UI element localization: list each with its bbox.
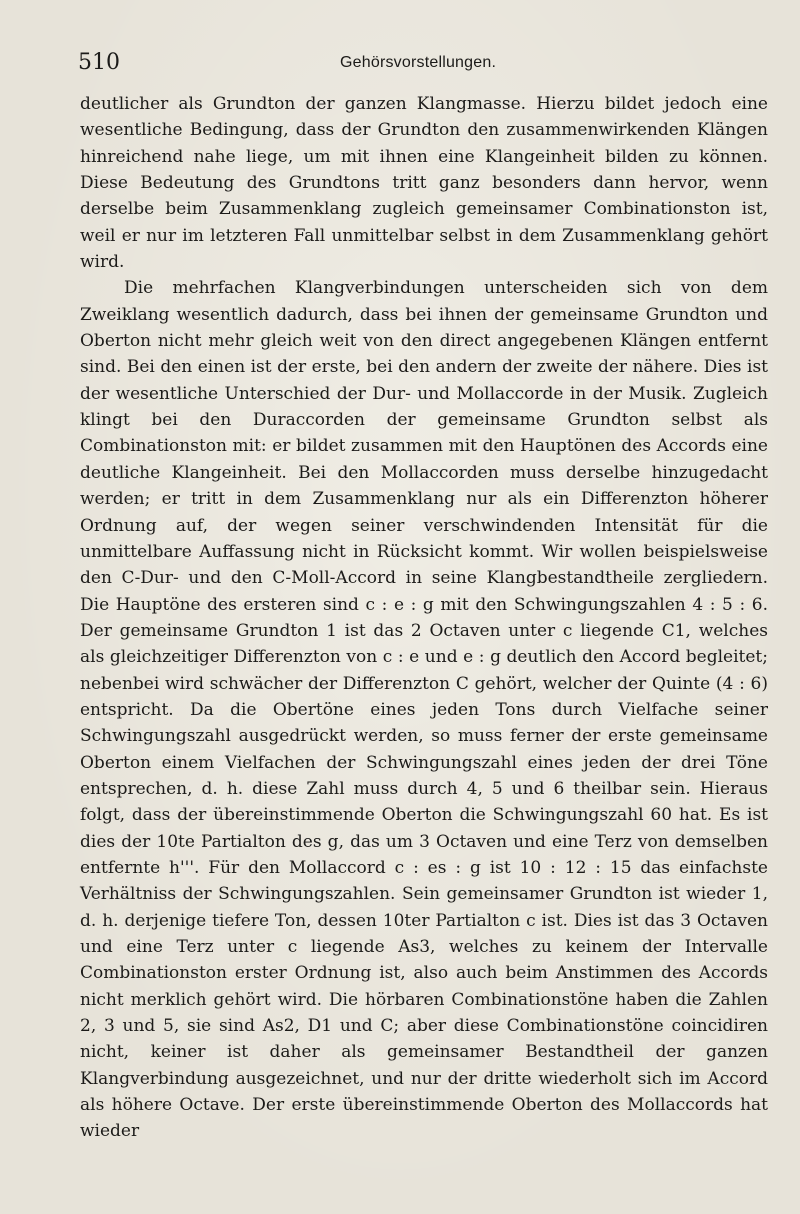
body-text — [80, 91, 768, 1145]
page-number: 510 — [78, 50, 120, 75]
running-title: Gehörsvorstellungen. — [340, 54, 497, 71]
page-header — [78, 50, 762, 80]
paragraph-continued: deutlicher als Grundton der ganzen Klangmasse. Hierzu bildet jedoch eine wesentliche Bedingung, dass der Grundton den zusammenwirkenden Klängen hinreichend nahe liege, um mit ihnen eine Klangeinheit bilden zu können. Diese Bedeutung des Grundtons tritt ganz besonders dann hervor, wenn derselbe beim Zusammenklang zugleich gemeinsamer Combinationston ist, weil er nur im letzteren Fall unmittelbar selbst in dem Zusammenklang gehört wird. — [80, 94, 768, 273]
paragraph-mehrfache-klangverbindungen: Die mehrfachen Klangverbindungen unterscheiden sich von dem Zweiklang wesentlich dadurch, dass bei ihnen der gemeinsame Grundton und Oberton nicht mehr gleich weit von den direct angegebenen Klängen entfernt sind. Bei den einen ist der erste, bei den andern der zweite der nähere. Dies ist der wesentliche Unterschied der Dur- und Mollaccorde in der Musik. Zugleich klingt bei den Duraccorden der gemeinsame Grundton selbst als Combinationston mit: er bildet zusammen mit den Hauptönen des Accords eine deutliche Klangeinheit. Bei den Mollaccorden muss derselbe hinzugedacht werden; er tritt in dem Zusammenklang nur als ein Differenzton höherer Ordnung auf, der wegen seiner verschwindenden Intensität für die unmittelbare Auffassung nicht in Rücksicht kommt. Wir wollen beispielsweise den C-Dur- und den C-Moll-Accord in seine Klangbestandtheile zergliedern. Die Hauptöne des ersteren sind c : e : g mit den Schwingungszahlen 4 : 5 : 6. Der gemeinsame Grundton 1 ist das 2 Octaven unter c liegende C1, welches als gleichzeitiger Differenzton von c : e und e : g deutlich den Accord begleitet; nebenbei wird schwächer der Differenzton C gehört, welcher der Quinte (4 : 6) entspricht. Da die Obertöne eines jeden Tons durch Vielfache seiner Schwingungszahl ausgedrückt werden, so muss ferner der erste gemeinsame Oberton einem Vielfachen der Schwingungszahl eines jeden der drei Töne entsprechen, d. h. diese Zahl muss durch 4, 5 und 6 theilbar sein. Hieraus folgt, dass der übereinstimmende Oberton die Schwingungszahl 60 hat. Es ist dies der 10te Partialton des g, das um 3 Octaven und eine Terz von demselben entfernte h'''. Für den Mollaccord c : es : g ist 10 : 12 : 15 das einfachste Verhältniss der Schwingungszahlen. Sein gemeinsamer Grundton ist wieder 1, d. h. derjenige tiefere Ton, dessen 10ter Partialton c ist. Dies ist das 3 Octaven und eine Terz unter c liegende As3, welches zu keinem der Intervalle Combinationston erster Ordnung ist, also auch beim Anstimmen des Accords nicht merklich gehört wird. Die hörbaren Combinationstöne haben die Zahlen 2, 3 und 5, sie sind As2, D1 und C; aber diese Combinationstöne coincidiren nicht, keiner ist daher als gemeinsamer Bestandtheil der ganzen Klangverbindung ausgezeichnet, und nur der dritte wiederholt sich im Accord als höhere Octave. Der erste übereinstimmende Oberton des Mollaccords hat wieder — [80, 278, 768, 1142]
